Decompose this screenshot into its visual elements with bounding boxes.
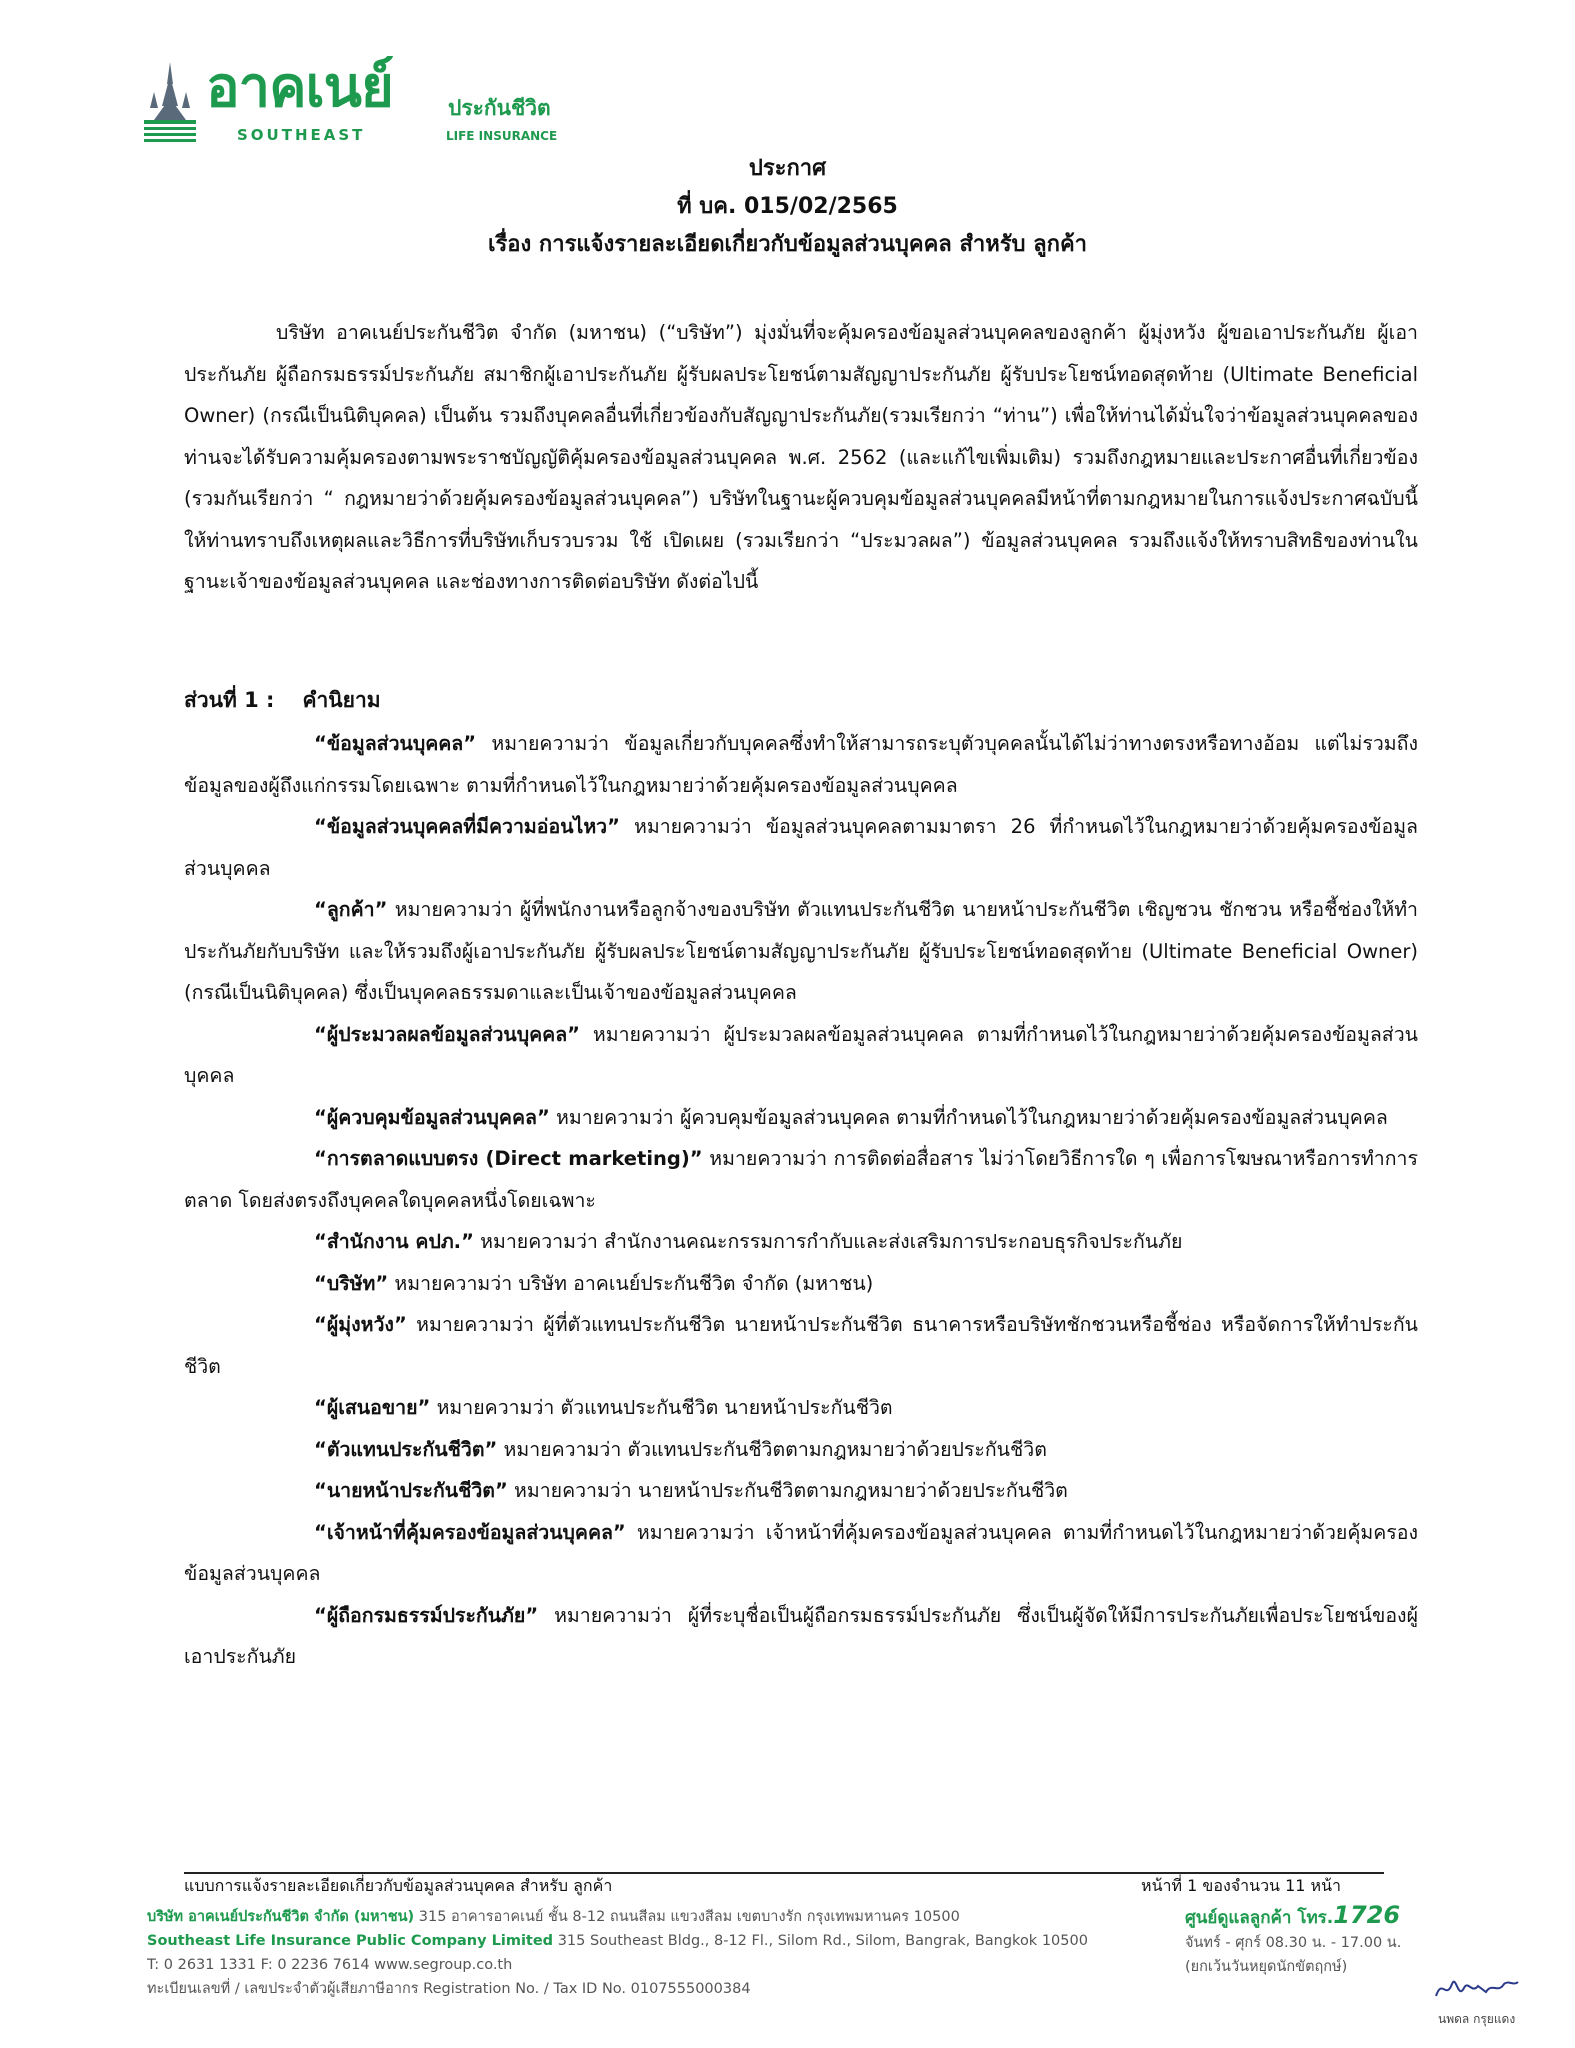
temple-logo-icon <box>140 62 200 144</box>
definition-term: “นายหน้าประกันชีวิต” <box>314 1479 508 1502</box>
definition-text: หมายความว่า ผู้ประมวลผลข้อมูลส่วนบุคคล ตามที่กำหนดไว้ในกฎหมายว่าด้วยคุ้มครองข้อมูลส่วนบุคคล <box>184 1022 1418 1087</box>
footer-page-info: หน้าที่ 1 ของจำนวน 11 หน้า <box>1141 1876 1341 1895</box>
definition-item <box>184 1429 1418 1471</box>
definition-text: หมายความว่า ผู้ที่ระบุชื่อเป็นผู้ถือกรมธรรม์ประกันภัย ซึ่งเป็นผู้จัดให้มีการประกันภัยเพื่อประโยชน์ของผู้เอาประกันภัย <box>184 1603 1418 1668</box>
definition-item <box>184 1263 1418 1305</box>
footer-doc-title: แบบการแจ้งรายละเอียดเกี่ยวกับข้อมูลส่วนบุคคล สำหรับ ลูกค้า <box>184 1876 613 1895</box>
logo-thai-name: อาคเนย์ <box>206 55 393 120</box>
definition-item <box>184 1595 1418 1678</box>
care-center-label: ศูนย์ดูแลลูกค้า โทร. <box>1185 1908 1334 1928</box>
definition-text: หมายความว่า เจ้าหน้าที่คุ้มครองข้อมูลส่วนบุคคล ตามที่กำหนดไว้ในกฎหมายว่าด้วยคุ้มครองข้อมูลส่วนบุคคล <box>184 1520 1418 1585</box>
heading-line-2: ที่ บค. 015/02/2565 <box>677 194 898 219</box>
definition-text: หมายความว่า ข้อมูลเกี่ยวกับบุคคลซึ่งทำให้สามารถระบุตัวบุคคลนั้นได้ไม่ว่าทางตรงหรือทางอ้อม แต่ไม่รวมถึงข้อมูลของผู้ถึงแก่กรรมโดยเฉพาะ ตามที่กำหนดไว้ในกฎหมายว่าด้วยคุ้มครองข้อมูลส่วนบุคคล <box>184 732 1418 797</box>
definition-item <box>184 806 1418 889</box>
company-contact: T: 0 2631 1331 F: 0 2236 7614 www.segroup.co.th <box>147 1957 513 1973</box>
definition-text: หมายความว่า ผู้ที่ตัวแทนประกันชีวิต นายหน้าประกันชีวิต ธนาคารหรือบริษัทชักชวนหรือชี้ช่อง หรือจัดการให้ทำประกันชีวิต <box>184 1313 1418 1378</box>
definition-text: หมายความว่า ผู้ควบคุมข้อมูลส่วนบุคคล ตามที่กำหนดไว้ในกฎหมายว่าด้วยคุ้มครองข้อมูลส่วนบุคคล <box>549 1105 1388 1129</box>
definition-text: หมายความว่า บริษัท อาคเนย์ประกันชีวิต จำกัด (มหาชน) <box>388 1271 874 1295</box>
company-registration: ทะเบียนเลขที่ / เลขประจำตัวผู้เสียภาษีอากร Registration No. / Tax ID No. 0107555000384 <box>147 1981 751 1997</box>
signer-name: นพดล กรุยแดง <box>1438 2012 1516 2026</box>
definition-text: หมายความว่า ผู้ที่พนักงานหรือลูกจ้างของบริษัท ตัวแทนประกันชีวิต นายหน้าประกันชีวิต เชิญชวน ชักชวน หรือชี้ช่องให้ทำประกันภัยกับบริษัท และให้รวมถึงผู้เอาประกันภัย ผู้รับผลประโยชน์ตามสัญญาประกันภัย ผู้รับประโยชน์ทอดสุดท้าย (Ultimate Beneficial Owner) (กรณีเป็นนิติบุคคล) ซึ่งเป็นบุคคลธรรมดาและเป็นเจ้าของข้อมูลส่วนบุคคล <box>184 898 1418 1004</box>
definitions-list <box>184 723 1418 1678</box>
care-center-number: 1726 <box>1333 1901 1401 1929</box>
definition-item <box>184 1138 1418 1221</box>
definition-text: หมายความว่า ตัวแทนประกันชีวิต นายหน้าประกันชีวิต <box>430 1396 893 1419</box>
company-en-address: 315 Southeast Bldg., 8-12 Fl., Silom Rd., Silom, Bangrak, Bangkok 10500 <box>557 1933 1088 1949</box>
definition-term: “ผู้มุ่งหวัง” <box>314 1313 407 1336</box>
intro-text: บริษัท อาคเนย์ประกันชีวิต จำกัด (มหาชน) (“บริษัท”) มุ่งมั่นที่จะคุ้มครองข้อมูลส่วนบุคคลของลูกค้า ผู้มุ่งหวัง ผู้ขอเอาประกันภัย ผู้เอาประกันภัย ผู้ถือกรมธรรม์ประกันภัย สมาชิกผู้เอาประกันภัย ผู้รับผลประโยชน์ตามสัญญาประกันภัย ผู้รับประโยชน์ทอดสุดท้าย (Ultimate Beneficial Owner) (กรณีเป็นนิติบุคคล) เป็นต้น รวมถึงบุคคลอื่นที่เกี่ยวข้องกับสัญญาประกันภัย(รวมเรียกว่า “ท่าน”) เพื่อให้ท่านได้มั่นใจว่าข้อมูลส่วนบุคคลของท่านจะได้รับความคุ้มครองตามพระราชบัญญัติคุ้มครองข้อมูลส่วนบุคคล พ.ศ. 2562 (และแก้ไขเพิ่มเติม) รวมถึงกฎหมายและประกาศอื่นที่เกี่ยวข้อง (รวมกันเรียกว่า “ กฎหมายว่าด้วยคุ้มครองข้อมูลส่วนบุคคล”) บริษัทในฐานะผู้ควบคุมข้อมูลส่วนบุคคลมีหน้าที่ตามกฎหมายในการแจ้งประกาศฉบับนี้ให้ท่านทราบถึงเหตุผลและวิธีการที่บริษัทเก็บรวบรวม ใช้ เปิดเผย (รวมเรียกว่า “ประมวลผล”) ข้อมูลส่วนบุคคล รวมถึงแจ้งให้ทราบสิทธิของท่านในฐานะเจ้าของข้อมูลส่วนบุคคล และช่องทางการติดต่อบริษัท ดังต่อไปนี้ <box>184 321 1418 593</box>
definition-item <box>184 1470 1418 1512</box>
definition-text: หมายความว่า ตัวแทนประกันชีวิตตามกฎหมายว่าด้วยประกันชีวิต <box>497 1437 1047 1461</box>
section-heading <box>184 684 381 716</box>
company-thai-name: บริษัท อาคเนย์ประกันชีวิต จำกัด (มหาชน) <box>147 1909 415 1925</box>
logo-thai-sub: ประกันชีวิต <box>448 96 551 120</box>
definition-item <box>184 1512 1418 1595</box>
company-en-name: Southeast Life Insurance Public Company Limited <box>147 1933 554 1949</box>
definition-text: หมายความว่า การติดต่อสื่อสาร ไม่ว่าโดยวิธีการใด ๆ เพื่อการโฆษณาหรือการทำการตลาด โดยส่งตรงถึงบุคคลใดบุคคลหนึ่งโดยเฉพาะ <box>184 1147 1418 1212</box>
company-info <box>147 1905 1147 2001</box>
definition-term: “ตัวแทนประกันชีวิต” <box>314 1437 498 1461</box>
definition-term: “ผู้ถือกรมธรรม์ประกันภัย” <box>314 1603 539 1627</box>
definition-item <box>184 1387 1418 1429</box>
definition-item <box>184 1014 1418 1097</box>
customer-care-info <box>1185 1903 1405 1979</box>
definition-item <box>184 1304 1418 1387</box>
definition-term: “ข้อมูลส่วนบุคคล” <box>314 732 477 755</box>
definition-item <box>184 889 1418 1014</box>
announcement-heading <box>0 150 1575 264</box>
company-thai-address: 315 อาคารอาคเนย์ ชั้น 8-12 ถนนสีลม แขวงสีลม เขตบางรัก กรุงเทพมหานคร 10500 <box>418 1909 960 1925</box>
heading-line-1: ประกาศ <box>748 156 827 181</box>
heading-line-3: เรื่อง การแจ้งรายละเอียดเกี่ยวกับข้อมูลส่วนบุคคล สำหรับ ลูกค้า <box>487 232 1088 257</box>
definition-item <box>184 1097 1418 1139</box>
definition-text: หมายความว่า สำนักงานคณะกรรมการกำกับและส่งเสริมการประกอบธุรกิจประกันภัย <box>473 1230 1183 1253</box>
definition-term: “เจ้าหน้าที่คุ้มครองข้อมูลส่วนบุคคล” <box>314 1520 626 1544</box>
care-note: (ยกเว้นวันหยุดนักขัตฤกษ์) <box>1185 1959 1348 1975</box>
definition-term: “สำนักงาน คปภ.” <box>314 1230 474 1253</box>
signature-icon <box>1432 1970 1522 2006</box>
definition-item <box>184 723 1418 806</box>
definition-term: “ผู้เสนอขาย” <box>314 1396 431 1419</box>
definition-term: “การตลาดแบบตรง (Direct marketing)” <box>314 1147 703 1170</box>
definition-term: “ข้อมูลส่วนบุคคลที่มีความอ่อนไหว” <box>314 815 620 838</box>
section-title: คำนิยาม <box>302 688 381 712</box>
definition-term: “ลูกค้า” <box>314 898 388 921</box>
definition-item <box>184 1221 1418 1263</box>
definition-term: “ผู้ควบคุมข้อมูลส่วนบุคคล” <box>314 1105 550 1129</box>
logo-en-sub: LIFE INSURANCE <box>446 129 558 143</box>
company-logo <box>140 55 580 152</box>
definition-text: หมายความว่า นายหน้าประกันชีวิตตามกฎหมายว่าด้วยประกันชีวิต <box>507 1479 1068 1502</box>
logo-en-name: SOUTHEAST <box>237 126 366 144</box>
definition-text: หมายความว่า ข้อมูลส่วนบุคคลตามมาตรา 26 ที่กำหนดไว้ในกฎหมายว่าด้วยคุ้มครองข้อมูลส่วนบุคคล <box>184 815 1418 880</box>
intro-paragraph <box>184 312 1418 603</box>
section-label: ส่วนที่ 1 : <box>184 688 275 712</box>
care-hours: จันทร์ - ศุกร์ 08.30 น. - 17.00 น. <box>1185 1935 1402 1951</box>
definition-term: “บริษัท” <box>314 1271 389 1295</box>
definition-term: “ผู้ประมวลผลข้อมูลส่วนบุคคล” <box>314 1022 580 1046</box>
